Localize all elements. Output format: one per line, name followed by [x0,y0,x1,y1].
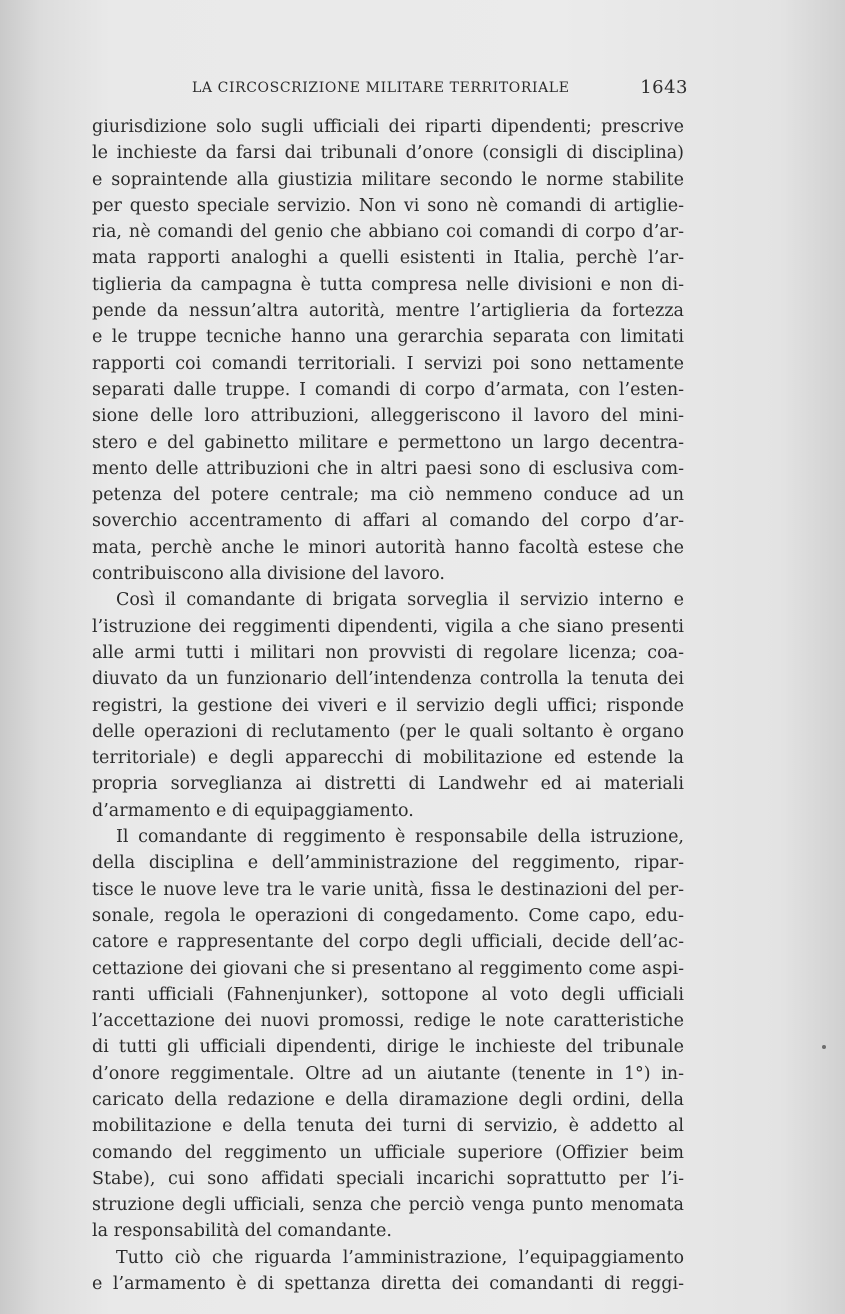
text-line: della disciplina e dell’amministrazione del reggimento, ripar- [92,853,684,874]
text-line: comando del reggimento un ufficiale superiore (Offizier beim [92,1142,684,1163]
text-line: caricato della redazione e della diramazione degli ordini, della [92,1089,684,1110]
text-line: d’onore reggimentale. Oltre ad un aiutante (tenente in 1°) in- [92,1063,684,1084]
text-line: mata rapporti analoghi a quelli esistenti in Italia, perchè l’ar- [92,248,684,269]
text-line: contribuiscono alla divisione del lavoro. [92,564,445,585]
paper-speck [822,1045,826,1049]
text-line: ria, nè comandi del genio che abbiano coi comandi di corpo d’ar- [92,222,684,243]
text-line: per questo speciale servizio. Non vi sono nè comandi di artiglie- [92,195,684,216]
text-line: rapporti coi comandi territoriali. I servizi poi sono nettamente [92,353,684,374]
text-line: Tutto ciò che riguarda l’amministrazione, l’equipaggiamento [116,1247,684,1268]
page-header [96,77,688,104]
text-line: d’armamento e di equipaggiamento. [92,800,414,821]
text-line: sonale, regola le operazioni di congedamento. Come capo, edu- [92,905,684,926]
text-line: registri, la gestione dei viveri e il servizio degli uffici; risponde [92,695,684,716]
text-line: e le truppe tecniche hanno una gerarchia separata con limitati [92,327,684,348]
text-line: e sopraintende alla giustizia militare secondo le norme stabilite [92,169,684,190]
text-line: soverchio accentramento di affari al comando del corpo d’ar- [92,511,684,532]
text-line: struzione degli ufficiali, senza che perciò venga punto menomata [92,1195,684,1216]
text-line: tiglieria da campagna è tutta compresa nelle divisioni e non di- [92,274,684,295]
text-line: mento delle attribuzioni che in altri paesi sono di esclusiva com- [92,458,684,479]
text-line: mata, perchè anche le minori autorità hanno facoltà estese che [92,537,684,558]
text-line: diuvato da un funzionario dell’intendenza controlla la tenuta dei [92,669,684,690]
text-line: cettazione dei giovani che si presentano al reggimento come aspi- [92,958,684,979]
text-line: separati dalle truppe. I comandi di corpo d’armata, con l’esten- [92,379,684,400]
text-line: di tutti gli ufficiali dipendenti, dirige le inchieste del tribunale [92,1037,684,1058]
text-line: territoriale) e degli apparecchi di mobilitazione ed estende la [92,748,684,769]
text-line: petenza del potere centrale; ma ciò nemmeno conduce ad un [92,485,684,506]
text-line: le inchieste da farsi dai tribunali d’onore (consigli di disciplina) [92,143,684,164]
text-line: Il comandante di reggimento è responsabile della istruzione, [116,827,684,848]
text-line: catore e rappresentante del corpo degli ufficiali, decide dell’ac- [92,932,684,953]
text-line: e l’armamento è di spettanza diretta dei comandanti di reggi- [92,1274,684,1295]
page-number: 1643 [640,77,688,98]
text-line: giurisdizione solo sugli ufficiali dei riparti dipendenti; prescrive [92,117,684,137]
text-line: la responsabilità del comandante. [92,1221,392,1242]
text-line: mobilitazione e della tenuta dei turni di servizio, è addetto al [92,1116,684,1137]
body-text [92,114,684,1297]
text-line: Così il comandante di brigata sorveglia il servizio interno e [116,590,684,611]
text-line: sione delle loro attribuzioni, alleggeriscono il lavoro del mini- [92,406,684,427]
text-line: l’istruzione dei reggimenti dipendenti, vigila a che siano presenti [92,616,684,637]
running-title: LA CIRCOSCRIZIONE MILITARE TERRITORIALE [192,80,570,96]
text-line: l’accettazione dei nuovi promossi, redige le note caratteristiche [92,1011,684,1032]
text-line: tisce le nuove leve tra le varie unità, fissa le destinazioni del per- [92,879,684,900]
text-line: pende da nessun’altra autorità, mentre l’artiglieria da fortezza [92,301,684,322]
text-line: ranti ufficiali (Fahnenjunker), sottopone al voto degli ufficiali [92,984,684,1005]
text-line: delle operazioni di reclutamento (per le quali soltanto è organo [92,721,684,742]
text-line: Stabe), cui sono affidati speciali incarichi soprattutto per l’i- [92,1168,684,1189]
text-line: alle armi tutti i militari non provvisti di regolare licenza; coa- [92,642,684,663]
text-line: propria sorveglianza ai distretti di Landwehr ed ai materiali [92,774,684,795]
text-line: stero e del gabinetto militare e permettono un largo decentra- [92,432,684,453]
